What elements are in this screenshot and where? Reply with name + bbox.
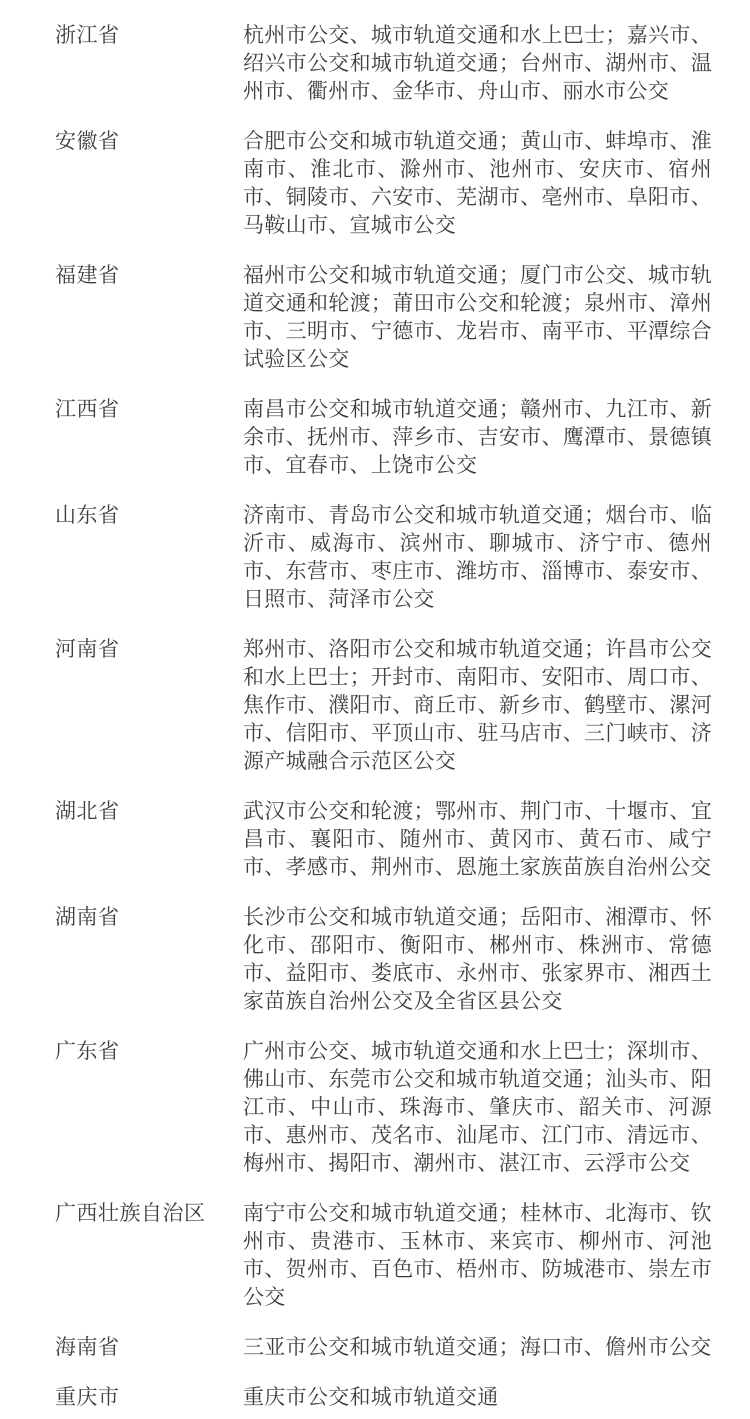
province-cell: 重庆市 [55,1385,120,1409]
coverage-cell: 南宁市公交和城市轨道交通；桂林市、北海市、钦州市、贵港市、玉林市、来宾市、柳州市、河池市、贺州市、百色市、梧州市、防城港市、崇左市公交 [243,1201,712,1309]
table-row [55,1199,712,1311]
province-cell: 广东省 [55,1039,120,1063]
table-row [55,635,712,775]
coverage-cell: 武汉市公交和轮渡；鄂州市、荆门市、十堰市、宜昌市、襄阳市、随州市、黄冈市、黄石市、咸宁市、孝感市、荆州市、恩施土家族苗族自治州公交 [243,799,712,879]
table-row [55,127,712,239]
table-row [55,501,712,613]
province-cell: 山东省 [55,503,120,527]
coverage-cell: 郑州市、洛阳市公交和城市轨道交通；许昌市公交和水上巴士；开封市、南阳市、安阳市、周口市、焦作市、濮阳市、商丘市、新乡市、鹤壁市、漯河市、信阳市、平顶山市、驻马店市、三门峡市、济源产城融合示范区公交 [243,637,712,773]
province-cell: 海南省 [55,1335,120,1359]
table-row [55,1383,712,1411]
coverage-cell: 长沙市公交和城市轨道交通；岳阳市、湘潭市、怀化市、邵阳市、衡阳市、郴州市、株洲市、常德市、益阳市、娄底市、永州市、张家界市、湘西土家苗族自治州公交及全省区县公交 [243,905,712,1013]
province-cell: 湖北省 [55,799,120,823]
table-row [55,21,712,105]
table-row [55,1333,712,1361]
province-cell: 广西壮族自治区 [55,1201,206,1225]
province-cell: 河南省 [55,637,120,661]
table-row [55,261,712,373]
coverage-cell: 广州市公交、城市轨道交通和水上巴士；深圳市、佛山市、东莞市公交和城市轨道交通；汕头市、阳江市、中山市、珠海市、肇庆市、韶关市、河源市、惠州市、茂名市、汕尾市、江门市、清远市、梅州市、揭阳市、潮州市、湛江市、云浮市公交 [243,1039,712,1175]
coverage-cell: 合肥市公交和城市轨道交通；黄山市、蚌埠市、淮南市、淮北市、滁州市、池州市、安庆市、宿州市、铜陵市、六安市、芜湖市、亳州市、阜阳市、马鞍山市、宣城市公交 [243,129,712,237]
coverage-cell: 济南市、青岛市公交和城市轨道交通；烟台市、临沂市、威海市、滨州市、聊城市、济宁市、德州市、东营市、枣庄市、潍坊市、淄博市、泰安市、日照市、菏泽市公交 [243,503,712,611]
province-cell: 湖南省 [55,905,120,929]
coverage-cell: 南昌市公交和城市轨道交通；赣州市、九江市、新余市、抚州市、萍乡市、吉安市、鹰潭市、景德镇市、宜春市、上饶市公交 [243,397,712,477]
table-row [55,797,712,881]
coverage-cell: 福州市公交和城市轨道交通；厦门市公交、城市轨道交通和轮渡；莆田市公交和轮渡；泉州市、漳州市、三明市、宁德市、龙岩市、南平市、平潭综合试验区公交 [243,263,712,371]
table-row [55,395,712,479]
coverage-cell: 三亚市公交和城市轨道交通；海口市、儋州市公交 [243,1335,712,1359]
table-row [55,903,712,1015]
province-cell: 安徽省 [55,129,120,153]
coverage-cell: 重庆市公交和城市轨道交通 [243,1385,499,1409]
province-cell: 浙江省 [55,23,120,47]
province-cell: 江西省 [55,397,120,421]
table-row [55,1037,712,1177]
province-cell: 福建省 [55,263,120,287]
coverage-cell: 杭州市公交、城市轨道交通和水上巴士；嘉兴市、绍兴市公交和城市轨道交通；台州市、湖州市、温州市、衢州市、金华市、舟山市、丽水市公交 [243,23,712,103]
